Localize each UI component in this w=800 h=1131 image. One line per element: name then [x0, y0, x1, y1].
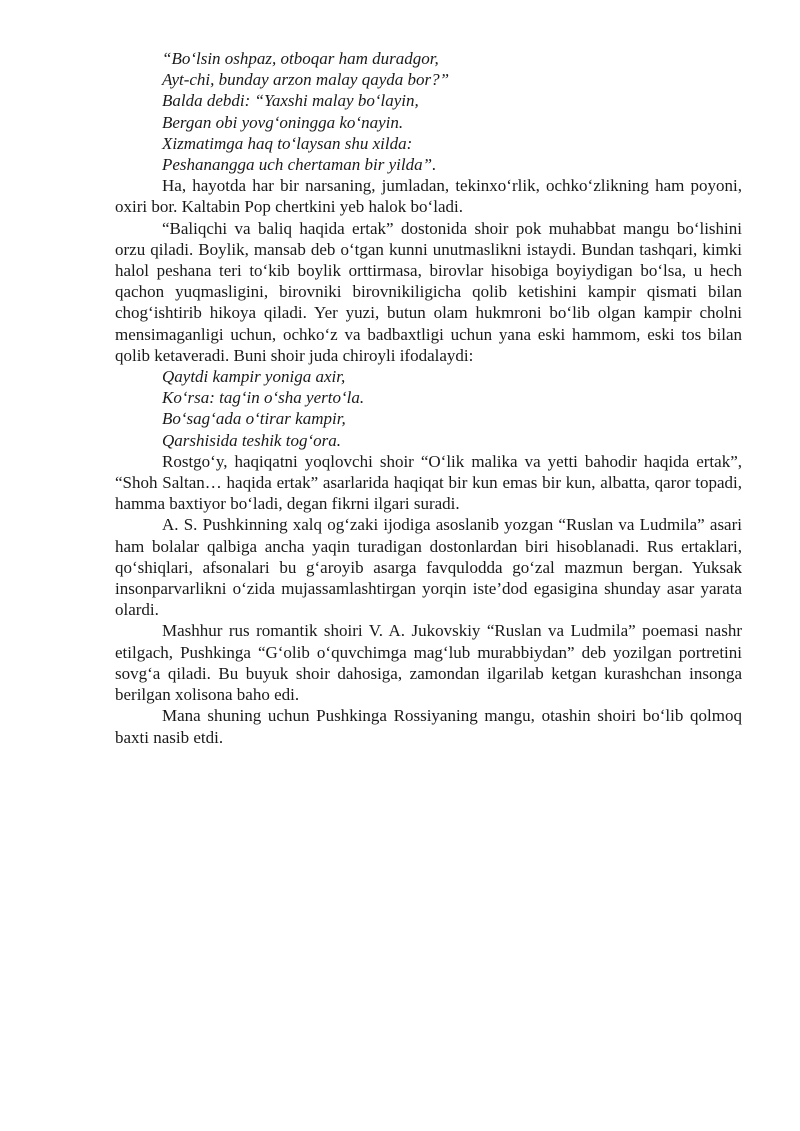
verse-line: Bo‘sag‘ada o‘tirar kampir,	[162, 409, 346, 429]
verse-line: Ayt-chi, bunday arzon malay qayda bor?”	[162, 70, 450, 90]
verse-line: Xizmatimga haq to‘laysan shu xilda:	[162, 133, 413, 153]
verse-line: Qarshisida teshik tog‘ora.	[162, 430, 341, 450]
body-paragraph: Ha, hayotda har bir narsaning, jumladan, tekinxo‘rlik, ochko‘zlikning ham poyoni, oxiri bor. Kaltabin Pop chertkini yeb halok bo‘ladi.	[115, 176, 742, 217]
verse-line: Peshanangga uch chertaman bir yilda”.	[162, 155, 437, 175]
verse-line: Balda debdi: “Yaxshi malay bo‘layin,	[162, 91, 419, 111]
verse-line: Bergan obi yovg‘oningga ko‘nayin.	[162, 112, 404, 132]
body-paragraph: A. S. Pushkinning xalq og‘zaki ijodiga asoslanib yozgan “Ruslan va Ludmila” asari ham bolalar qalbiga ancha yaqin turadigan dostonlardan biri hisoblanadi. Rus ertaklari, qo‘shiqlari, afsonalari bu g‘aroyib asarga favqulodda go‘zal mazmun bergan. Yuksak insonparvarlikni o‘zida mujassamlashtirgan yorqin iste’dod egasigina shunday asar yarata olardi.	[115, 515, 742, 620]
body-paragraph: “Baliqchi va baliq haqida ertak” dostonida shoir pok muhabbat mangu bo‘lishini orzu qiladi. Boylik, mansab deb o‘tgan kunni unutmaslikni istaydi. Bundan tashqari, kimki halol peshana teri to‘kib boylik orttirmasa, birovlar hisobiga boyiydigan bo‘lsa, u hech qachon yuqmasligini, birovniki birovnikiligicha qolib ketishini kampir qismati bilan chog‘ishtirib hikoya qiladi. Yer yuzi, butun olam hukmroni bo‘lib olgan kampir cholni mensimaganligi uchun, ochko‘z va badbaxtligi uchun yana eski hammom, eski tos bilan qolib ketaveradi. Buni shoir juda chiroyli ifodalaydi:	[115, 218, 742, 365]
verse-line: “Bo‘lsin oshpaz, otboqar ham duradgor,	[162, 49, 439, 68]
body-paragraph: Rostgo‘y, haqiqatni yoqlovchi shoir “O‘lik malika va yetti bahodir haqida ertak”, “Shoh Saltan… haqida ertak” asarlarida haqiqat bir kun emas bir kun, albatta, qaror topadi, hamma baxtiyor bo‘ladi, degan fikrni ilgari suradi.	[115, 451, 742, 514]
verse-line: Ko‘rsa: tag‘in o‘sha yerto‘la.	[162, 388, 365, 408]
verse-line: Qaytdi kampir yoniga axir,	[162, 367, 346, 387]
document-page	[115, 48, 742, 748]
body-paragraph: Mashhur rus romantik shoiri V. A. Jukovskiy “Ruslan va Ludmila” poemasi nashr etilgach, Pushkinga “G‘olib o‘quvchimga mag‘lub murabbiydan” deb yozilgan portretini sovg‘a qiladi. Bu buyuk shoir dahosiga, zamondan ilgarilab ketgan kurashchan insonga berilgan xolisona baho edi.	[115, 621, 742, 705]
body-paragraph: Mana shuning uchun Pushkinga Rossiyaning mangu, otashin shoiri bo‘lib qolmoq baxti nasib etdi.	[115, 706, 742, 747]
